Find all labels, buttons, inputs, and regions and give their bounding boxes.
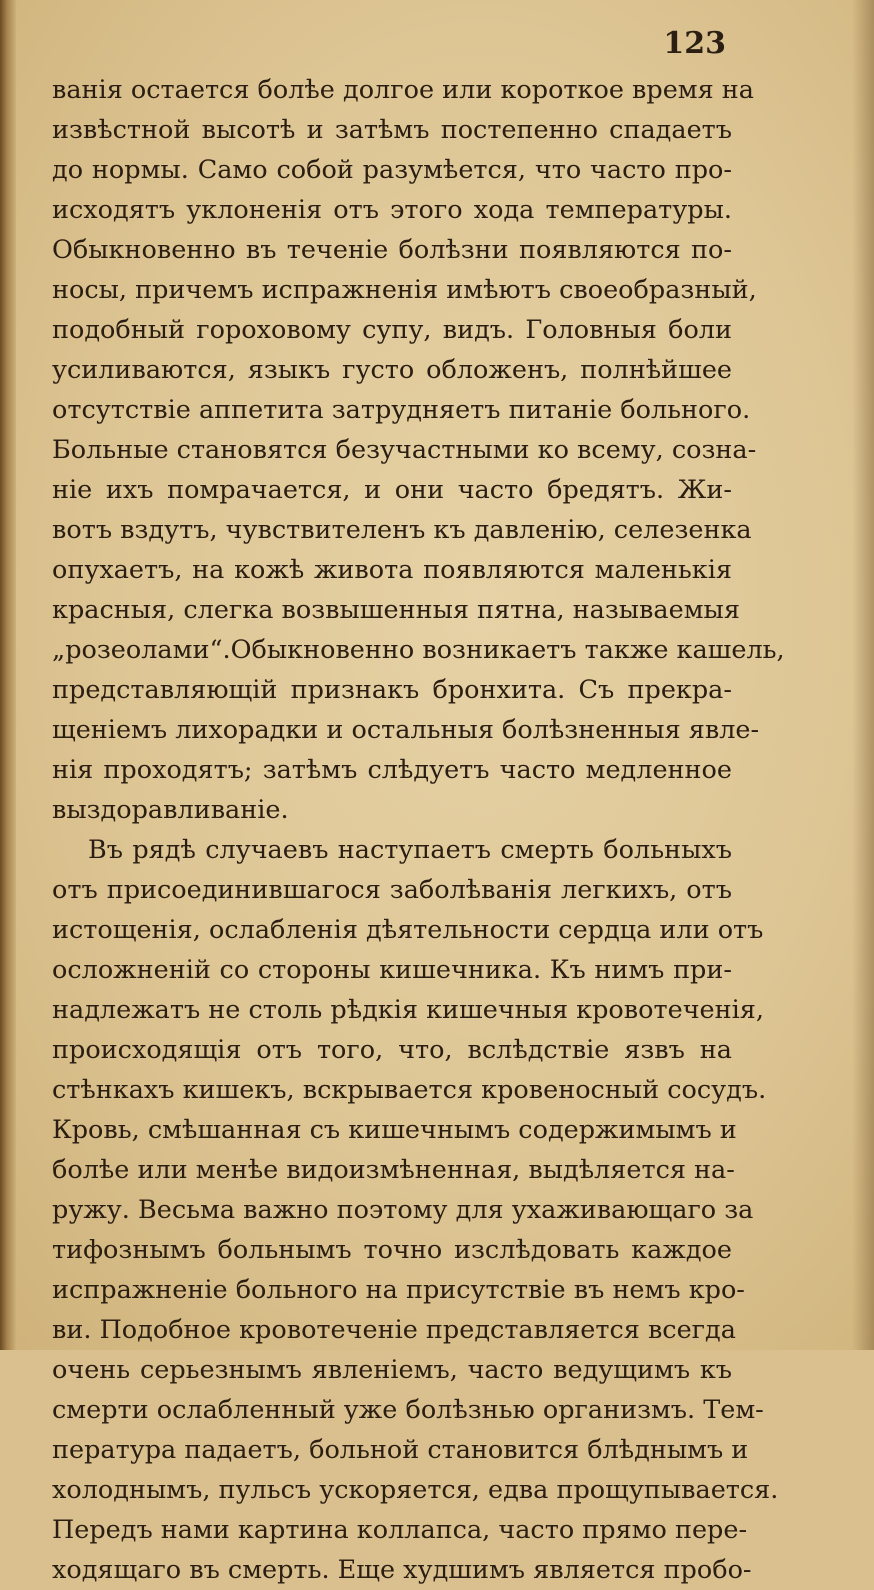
- page-text: [52, 70, 785, 1590]
- text-line: подобный гороховому супу, видъ. Головныя боли: [52, 315, 732, 345]
- text-line: представляющій признакъ бронхита. Съ прекра-: [52, 675, 732, 705]
- page-number: 123: [663, 26, 726, 61]
- text-line: щеніемъ лихорадки и остальныя болѣзненныя явле-: [52, 715, 760, 745]
- text-line: вотъ вздутъ, чувствителенъ къ давленію, селезенка: [52, 515, 752, 545]
- text-line: Больные становятся безучастными ко всему, созна-: [52, 435, 757, 465]
- text-line: ви. Подобное кровотеченіе представляется всегда: [52, 1315, 736, 1345]
- text-line: пература падаетъ, больной становится блѣднымъ и: [52, 1435, 749, 1465]
- text-line: смерти ослабленный уже болѣзнью организмъ. Тем-: [52, 1395, 764, 1425]
- page-right-edge: [852, 0, 874, 1350]
- text-line: извѣстной высотѣ и затѣмъ постепенно спадаетъ: [52, 115, 732, 145]
- text-line: Въ рядѣ случаевъ наступаетъ смерть больныхъ: [88, 835, 732, 865]
- text-line: очень серьезнымъ явленіемъ, часто ведущимъ къ: [52, 1355, 732, 1385]
- text-line: холоднымъ, пульсъ ускоряется, едва прощупывается.: [52, 1475, 779, 1505]
- text-line: исходятъ уклоненія отъ этого хода температуры.: [52, 195, 732, 225]
- text-line: тифознымъ больнымъ точно изслѣдовать каждое: [52, 1235, 732, 1265]
- text-line: нія проходятъ; затѣмъ слѣдуетъ часто медленное: [52, 755, 732, 785]
- text-line: носы, причемъ испражненія имѣютъ своеобразный,: [52, 275, 757, 305]
- text-line: болѣе или менѣе видоизмѣненная, выдѣляется на-: [52, 1155, 735, 1185]
- text-line: истощенія, ослабленія дѣятельности сердца или отъ: [52, 915, 764, 945]
- text-line: ружу. Весьма важно поэтому для ухаживающаго за: [52, 1195, 754, 1225]
- text-line: ходящаго въ смерть. Еще худшимъ является пробо-: [52, 1555, 752, 1585]
- text-line: „розеолами“.Обыкновенно возникаетъ также кашель,: [52, 635, 785, 665]
- page-binding-edge: [0, 0, 16, 1350]
- text-line: выздоравливаніе.: [52, 795, 289, 825]
- text-line: опухаетъ, на кожѣ живота появляются маленькія: [52, 555, 732, 585]
- text-line: происходящія отъ того, что, вслѣдствіе язвъ на: [52, 1035, 732, 1065]
- text-line: до нормы. Само собой разумѣется, что часто про-: [52, 155, 732, 185]
- text-line: надлежатъ не столь рѣдкія кишечныя кровотеченія,: [52, 995, 764, 1025]
- text-line: отъ присоединившагося заболѣванія легкихъ, отъ: [52, 875, 732, 905]
- text-line: усиливаются, языкъ густо обложенъ, полнѣйшее: [52, 355, 732, 385]
- text-line: Кровь, смѣшанная съ кишечнымъ содержимымъ и: [52, 1115, 737, 1145]
- text-line: ванія остается болѣе долгое или короткое время на: [52, 75, 755, 105]
- text-line: стѣнкахъ кишекъ, вскрывается кровеносный сосудъ.: [52, 1075, 767, 1105]
- text-line: Передъ нами картина коллапса, часто прямо пере-: [52, 1515, 748, 1545]
- text-line: Обыкновенно въ теченіе болѣзни появляются по-: [52, 235, 732, 265]
- text-line: отсутствіе аппетита затрудняетъ питаніе больного.: [52, 395, 751, 425]
- text-line: красныя, слегка возвышенныя пятна, называемыя: [52, 595, 740, 625]
- text-line: осложненій со стороны кишечника. Къ нимъ при-: [52, 955, 732, 985]
- text-line: испражненіе больного на присутствіе въ немъ кро-: [52, 1275, 745, 1305]
- text-line: ніе ихъ помрачается, и они часто бредятъ. Жи-: [52, 475, 732, 505]
